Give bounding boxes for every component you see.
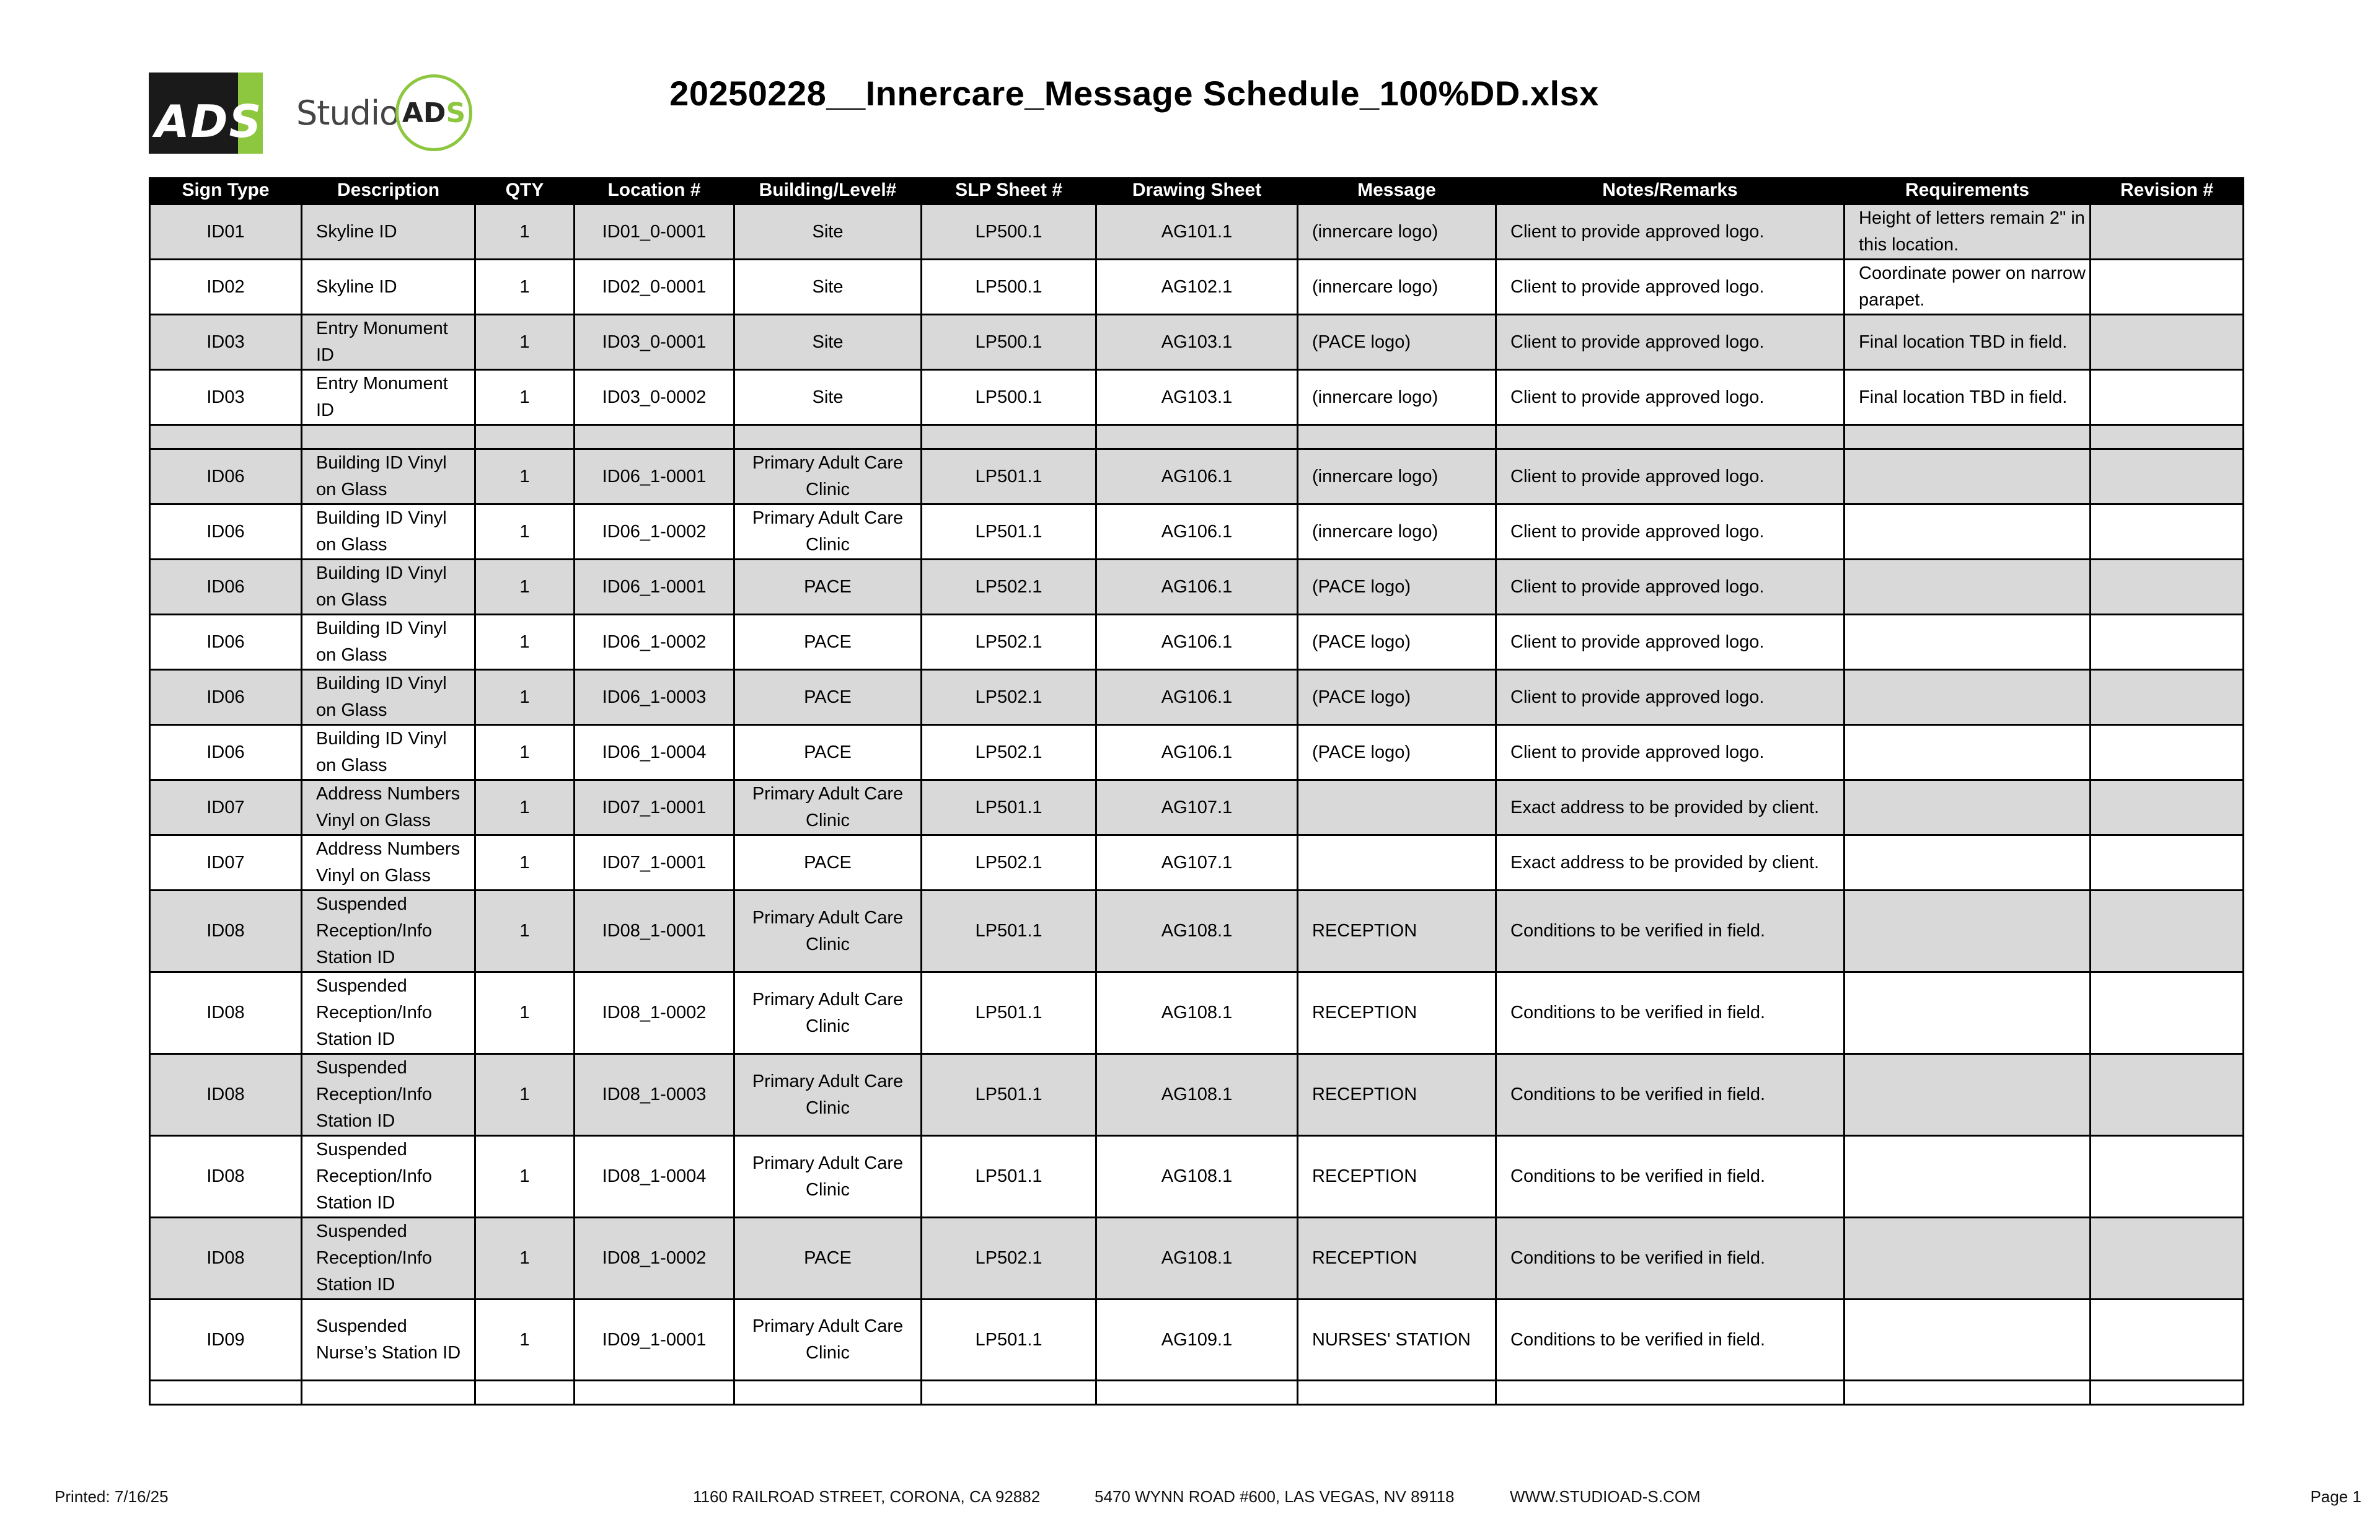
cell-drawing-sheet: AG106.1 <box>1096 560 1298 615</box>
cell-revision <box>2091 1054 2244 1136</box>
cell-revision <box>2091 1381 2244 1405</box>
cell-revision <box>2091 1300 2244 1381</box>
cell-notes-remarks: Client to provide approved logo. <box>1496 560 1844 615</box>
cell-sign-type: ID06 <box>150 725 302 780</box>
table-row <box>150 560 2244 615</box>
cell-notes-remarks: Client to provide approved logo. <box>1496 615 1844 670</box>
cell-revision <box>2091 1218 2244 1300</box>
cell-slp-sheet <box>922 1381 1096 1405</box>
message-schedule-table <box>149 177 2244 1406</box>
cell-location: ID08_1-0003 <box>575 1054 734 1136</box>
cell-message: (innercare logo) <box>1298 449 1496 504</box>
cell-revision <box>2091 835 2244 891</box>
cell-revision <box>2091 370 2244 425</box>
cell-sign-type <box>150 425 302 449</box>
studio-logo-word: Studio <box>296 93 399 133</box>
cell-drawing-sheet: AG109.1 <box>1096 1300 1298 1381</box>
cell-message: RECEPTION <box>1298 972 1496 1054</box>
cell-description <box>302 425 475 449</box>
cell-message: (PACE logo) <box>1298 315 1496 370</box>
cell-sign-type: ID06 <box>150 670 302 725</box>
cell-building-level <box>734 1381 922 1405</box>
cell-notes-remarks: Client to provide approved logo. <box>1496 725 1844 780</box>
table-row <box>150 780 2244 835</box>
cell-requirements <box>1844 615 2091 670</box>
cell-revision <box>2091 260 2244 315</box>
cell-location: ID06_1-0002 <box>575 504 734 560</box>
cell-slp-sheet: LP502.1 <box>922 560 1096 615</box>
cell-qty: 1 <box>475 370 575 425</box>
cell-notes-remarks: Client to provide approved logo. <box>1496 670 1844 725</box>
table-row <box>150 670 2244 725</box>
cell-building-level: Site <box>734 205 922 260</box>
cell-description: Suspended Reception/Info Station ID <box>302 1054 475 1136</box>
cell-drawing-sheet <box>1096 425 1298 449</box>
cell-drawing-sheet: AG108.1 <box>1096 891 1298 972</box>
cell-message: NURSES' STATION <box>1298 1300 1496 1381</box>
cell-sign-type: ID08 <box>150 972 302 1054</box>
footer-website: WWW.STUDIOAD-S.COM <box>1510 1487 1701 1506</box>
cell-building-level: PACE <box>734 670 922 725</box>
cell-slp-sheet: LP501.1 <box>922 1300 1096 1381</box>
table-row <box>150 1136 2244 1218</box>
cell-notes-remarks: Conditions to be verified in field. <box>1496 1136 1844 1218</box>
cell-drawing-sheet: AG101.1 <box>1096 205 1298 260</box>
cell-location <box>575 425 734 449</box>
cell-notes-remarks: Conditions to be verified in field. <box>1496 1300 1844 1381</box>
cell-qty: 1 <box>475 670 575 725</box>
col-header-message: Message <box>1298 177 1496 205</box>
cell-sign-type: ID07 <box>150 780 302 835</box>
cell-message: (innercare logo) <box>1298 260 1496 315</box>
cell-location: ID08_1-0004 <box>575 1136 734 1218</box>
cell-message <box>1298 835 1496 891</box>
cell-location: ID03_0-0001 <box>575 315 734 370</box>
cell-notes-remarks: Conditions to be verified in field. <box>1496 1218 1844 1300</box>
cell-slp-sheet: LP500.1 <box>922 370 1096 425</box>
table-row <box>150 449 2244 504</box>
cell-qty: 1 <box>475 725 575 780</box>
cell-description: Address Numbers Vinyl on Glass <box>302 780 475 835</box>
cell-sign-type: ID03 <box>150 370 302 425</box>
cell-sign-type <box>150 1381 302 1405</box>
cell-building-level <box>734 425 922 449</box>
table-row <box>150 315 2244 370</box>
cell-requirements <box>1844 891 2091 972</box>
table-row <box>150 615 2244 670</box>
cell-sign-type: ID06 <box>150 449 302 504</box>
cell-slp-sheet: LP502.1 <box>922 835 1096 891</box>
cell-qty: 1 <box>475 260 575 315</box>
cell-building-level: Primary Adult Care Clinic <box>734 891 922 972</box>
cell-notes-remarks <box>1496 1381 1844 1405</box>
cell-description: Suspended Reception/Info Station ID <box>302 972 475 1054</box>
cell-notes-remarks: Client to provide approved logo. <box>1496 260 1844 315</box>
cell-message: RECEPTION <box>1298 891 1496 972</box>
cell-qty: 1 <box>475 835 575 891</box>
cell-message: (PACE logo) <box>1298 725 1496 780</box>
cell-building-level: PACE <box>734 615 922 670</box>
cell-location: ID06_1-0001 <box>575 449 734 504</box>
col-header-drawing-sheet: Drawing Sheet <box>1096 177 1298 205</box>
cell-revision <box>2091 891 2244 972</box>
cell-revision <box>2091 1136 2244 1218</box>
cell-drawing-sheet: AG103.1 <box>1096 315 1298 370</box>
cell-requirements <box>1844 425 2091 449</box>
cell-description: Address Numbers Vinyl on Glass <box>302 835 475 891</box>
cell-location: ID06_1-0001 <box>575 560 734 615</box>
cell-location <box>575 1381 734 1405</box>
empty-row <box>150 1381 2244 1405</box>
cell-requirements: Height of letters remain 2" in this location. <box>1844 205 2091 260</box>
cell-requirements <box>1844 560 2091 615</box>
cell-notes-remarks: Exact address to be provided by client. <box>1496 780 1844 835</box>
cell-drawing-sheet: AG108.1 <box>1096 1136 1298 1218</box>
cell-slp-sheet: LP501.1 <box>922 1136 1096 1218</box>
cell-sign-type: ID06 <box>150 504 302 560</box>
cell-qty: 1 <box>475 780 575 835</box>
cell-revision <box>2091 670 2244 725</box>
table-row <box>150 891 2244 972</box>
cell-message: RECEPTION <box>1298 1136 1496 1218</box>
cell-slp-sheet: LP501.1 <box>922 1054 1096 1136</box>
cell-sign-type: ID03 <box>150 315 302 370</box>
cell-sign-type: ID08 <box>150 1218 302 1300</box>
cell-revision <box>2091 780 2244 835</box>
cell-revision <box>2091 449 2244 504</box>
cell-qty: 1 <box>475 1300 575 1381</box>
cell-slp-sheet: LP501.1 <box>922 972 1096 1054</box>
cell-requirements <box>1844 1054 2091 1136</box>
cell-message <box>1298 1381 1496 1405</box>
ads-logo-text: ADS <box>155 95 263 147</box>
cell-requirements <box>1844 725 2091 780</box>
cell-building-level: Site <box>734 370 922 425</box>
cell-description: Suspended Reception/Info Station ID <box>302 1218 475 1300</box>
cell-slp-sheet <box>922 425 1096 449</box>
table-row <box>150 835 2244 891</box>
cell-building-level: Site <box>734 260 922 315</box>
cell-building-level: PACE <box>734 725 922 780</box>
cell-location: ID06_1-0003 <box>575 670 734 725</box>
cell-description: Building ID Vinyl on Glass <box>302 615 475 670</box>
cell-message <box>1298 780 1496 835</box>
cell-requirements <box>1844 504 2091 560</box>
cell-requirements <box>1844 1300 2091 1381</box>
cell-qty: 1 <box>475 1054 575 1136</box>
cell-revision <box>2091 615 2244 670</box>
cell-drawing-sheet: AG106.1 <box>1096 670 1298 725</box>
cell-notes-remarks: Conditions to be verified in field. <box>1496 1054 1844 1136</box>
table-row <box>150 370 2244 425</box>
cell-sign-type: ID08 <box>150 1136 302 1218</box>
cell-drawing-sheet: AG106.1 <box>1096 615 1298 670</box>
cell-notes-remarks: Conditions to be verified in field. <box>1496 972 1844 1054</box>
col-header-location: Location # <box>575 177 734 205</box>
cell-qty: 1 <box>475 615 575 670</box>
footer-address-las-vegas: 5470 WYNN ROAD #600, LAS VEGAS, NV 89118 <box>1095 1487 1455 1506</box>
cell-requirements: Coordinate power on narrow parapet. <box>1844 260 2091 315</box>
cell-message: (PACE logo) <box>1298 615 1496 670</box>
cell-revision <box>2091 425 2244 449</box>
cell-message: (innercare logo) <box>1298 370 1496 425</box>
cell-drawing-sheet: AG107.1 <box>1096 835 1298 891</box>
cell-slp-sheet: LP501.1 <box>922 449 1096 504</box>
cell-description: Building ID Vinyl on Glass <box>302 449 475 504</box>
cell-notes-remarks: Exact address to be provided by client. <box>1496 835 1844 891</box>
cell-location: ID08_1-0002 <box>575 1218 734 1300</box>
cell-sign-type: ID08 <box>150 891 302 972</box>
cell-slp-sheet: LP501.1 <box>922 504 1096 560</box>
cell-description: Skyline ID <box>302 260 475 315</box>
cell-slp-sheet: LP501.1 <box>922 891 1096 972</box>
cell-qty: 1 <box>475 1218 575 1300</box>
cell-slp-sheet: LP500.1 <box>922 205 1096 260</box>
cell-slp-sheet: LP502.1 <box>922 615 1096 670</box>
cell-description: Building ID Vinyl on Glass <box>302 670 475 725</box>
cell-drawing-sheet: AG108.1 <box>1096 972 1298 1054</box>
cell-drawing-sheet: AG106.1 <box>1096 504 1298 560</box>
cell-description: Entry Monument ID <box>302 315 475 370</box>
cell-description: Building ID Vinyl on Glass <box>302 560 475 615</box>
cell-sign-type: ID06 <box>150 560 302 615</box>
cell-slp-sheet: LP500.1 <box>922 315 1096 370</box>
cell-description: Building ID Vinyl on Glass <box>302 725 475 780</box>
cell-sign-type: ID08 <box>150 1054 302 1136</box>
cell-qty: 1 <box>475 972 575 1054</box>
cell-notes-remarks <box>1496 425 1844 449</box>
cell-message: RECEPTION <box>1298 1218 1496 1300</box>
document-title: 20250228__Innercare_Message Schedule_100%DD.xlsx <box>669 74 1599 113</box>
col-header-slp-sheet: SLP Sheet # <box>922 177 1096 205</box>
table-row <box>150 1218 2244 1300</box>
cell-requirements: Final location TBD in field. <box>1844 315 2091 370</box>
cell-description: Suspended Nurse’s Station ID <box>302 1300 475 1381</box>
cell-message: (PACE logo) <box>1298 670 1496 725</box>
cell-requirements <box>1844 1218 2091 1300</box>
table-row <box>150 504 2244 560</box>
footer-printed-date: Printed: 7/16/25 <box>55 1487 169 1506</box>
cell-sign-type: ID09 <box>150 1300 302 1381</box>
cell-requirements <box>1844 972 2091 1054</box>
cell-requirements <box>1844 780 2091 835</box>
cell-building-level: PACE <box>734 835 922 891</box>
spacer-row <box>150 425 2244 449</box>
cell-drawing-sheet: AG108.1 <box>1096 1218 1298 1300</box>
cell-message: (innercare logo) <box>1298 205 1496 260</box>
cell-qty: 1 <box>475 504 575 560</box>
cell-drawing-sheet: AG103.1 <box>1096 370 1298 425</box>
cell-location: ID02_0-0001 <box>575 260 734 315</box>
cell-location: ID08_1-0002 <box>575 972 734 1054</box>
table-body <box>150 205 2244 1405</box>
footer-address-corona: 1160 RAILROAD STREET, CORONA, CA 92882 <box>693 1487 1041 1506</box>
table-row <box>150 972 2244 1054</box>
cell-slp-sheet: LP502.1 <box>922 725 1096 780</box>
cell-qty <box>475 1381 575 1405</box>
cell-drawing-sheet: AG106.1 <box>1096 725 1298 780</box>
cell-building-level: Primary Adult Care Clinic <box>734 972 922 1054</box>
cell-building-level: PACE <box>734 1218 922 1300</box>
cell-revision <box>2091 972 2244 1054</box>
col-header-qty: QTY <box>475 177 575 205</box>
cell-qty: 1 <box>475 205 575 260</box>
col-header-notes-remarks: Notes/Remarks <box>1496 177 1844 205</box>
cell-slp-sheet: LP501.1 <box>922 780 1096 835</box>
cell-drawing-sheet: AG102.1 <box>1096 260 1298 315</box>
col-header-revision: Revision # <box>2091 177 2244 205</box>
cell-slp-sheet: LP502.1 <box>922 670 1096 725</box>
studio-logo-mark-s: S <box>446 97 466 129</box>
cell-sign-type: ID06 <box>150 615 302 670</box>
cell-qty: 1 <box>475 449 575 504</box>
cell-sign-type: ID07 <box>150 835 302 891</box>
cell-revision <box>2091 504 2244 560</box>
footer-page-number: Page 1 <box>2310 1487 2361 1506</box>
cell-revision <box>2091 315 2244 370</box>
cell-location: ID01_0-0001 <box>575 205 734 260</box>
cell-qty: 1 <box>475 891 575 972</box>
cell-building-level: Primary Adult Care Clinic <box>734 449 922 504</box>
col-header-sign-type: Sign Type <box>150 177 302 205</box>
cell-location: ID07_1-0001 <box>575 835 734 891</box>
table-row <box>150 725 2244 780</box>
cell-building-level: Primary Adult Care Clinic <box>734 1300 922 1381</box>
cell-notes-remarks: Client to provide approved logo. <box>1496 315 1844 370</box>
cell-requirements <box>1844 1381 2091 1405</box>
cell-message <box>1298 425 1496 449</box>
cell-location: ID06_1-0002 <box>575 615 734 670</box>
cell-requirements <box>1844 835 2091 891</box>
cell-description: Building ID Vinyl on Glass <box>302 504 475 560</box>
cell-building-level: Primary Adult Care Clinic <box>734 1136 922 1218</box>
table-row <box>150 260 2244 315</box>
cell-notes-remarks: Client to provide approved logo. <box>1496 370 1844 425</box>
cell-notes-remarks: Conditions to be verified in field. <box>1496 891 1844 972</box>
cell-sign-type: ID01 <box>150 205 302 260</box>
col-header-building-level: Building/Level# <box>734 177 922 205</box>
table-row <box>150 205 2244 260</box>
cell-description <box>302 1381 475 1405</box>
cell-qty <box>475 425 575 449</box>
cell-message: RECEPTION <box>1298 1054 1496 1136</box>
cell-drawing-sheet <box>1096 1381 1298 1405</box>
cell-drawing-sheet: AG106.1 <box>1096 449 1298 504</box>
cell-location: ID09_1-0001 <box>575 1300 734 1381</box>
cell-drawing-sheet: AG108.1 <box>1096 1054 1298 1136</box>
cell-qty: 1 <box>475 1136 575 1218</box>
cell-requirements <box>1844 670 2091 725</box>
cell-slp-sheet: LP502.1 <box>922 1218 1096 1300</box>
cell-requirements <box>1844 449 2091 504</box>
cell-location: ID03_0-0002 <box>575 370 734 425</box>
cell-building-level: PACE <box>734 560 922 615</box>
table-row <box>150 1300 2244 1381</box>
cell-description: Skyline ID <box>302 205 475 260</box>
cell-requirements: Final location TBD in field. <box>1844 370 2091 425</box>
col-header-description: Description <box>302 177 475 205</box>
cell-notes-remarks: Client to provide approved logo. <box>1496 504 1844 560</box>
table-row <box>150 1054 2244 1136</box>
cell-notes-remarks: Client to provide approved logo. <box>1496 449 1844 504</box>
cell-revision <box>2091 725 2244 780</box>
studio-logo-mark-ad: AD <box>402 97 446 129</box>
cell-description: Suspended Reception/Info Station ID <box>302 891 475 972</box>
cell-slp-sheet: LP500.1 <box>922 260 1096 315</box>
cell-revision <box>2091 205 2244 260</box>
cell-qty: 1 <box>475 560 575 615</box>
table-header-row <box>150 177 2244 205</box>
cell-sign-type: ID02 <box>150 260 302 315</box>
cell-message: (innercare logo) <box>1298 504 1496 560</box>
cell-requirements <box>1844 1136 2091 1218</box>
cell-message: (PACE logo) <box>1298 560 1496 615</box>
cell-revision <box>2091 560 2244 615</box>
cell-building-level: Site <box>734 315 922 370</box>
cell-description: Entry Monument ID <box>302 370 475 425</box>
cell-location: ID07_1-0001 <box>575 780 734 835</box>
cell-location: ID06_1-0004 <box>575 725 734 780</box>
cell-building-level: Primary Adult Care Clinic <box>734 504 922 560</box>
cell-building-level: Primary Adult Care Clinic <box>734 780 922 835</box>
cell-notes-remarks: Client to provide approved logo. <box>1496 205 1844 260</box>
cell-location: ID08_1-0001 <box>575 891 734 972</box>
cell-drawing-sheet: AG107.1 <box>1096 780 1298 835</box>
cell-description: Suspended Reception/Info Station ID <box>302 1136 475 1218</box>
col-header-requirements: Requirements <box>1844 177 2091 205</box>
cell-qty: 1 <box>475 315 575 370</box>
cell-building-level: Primary Adult Care Clinic <box>734 1054 922 1136</box>
